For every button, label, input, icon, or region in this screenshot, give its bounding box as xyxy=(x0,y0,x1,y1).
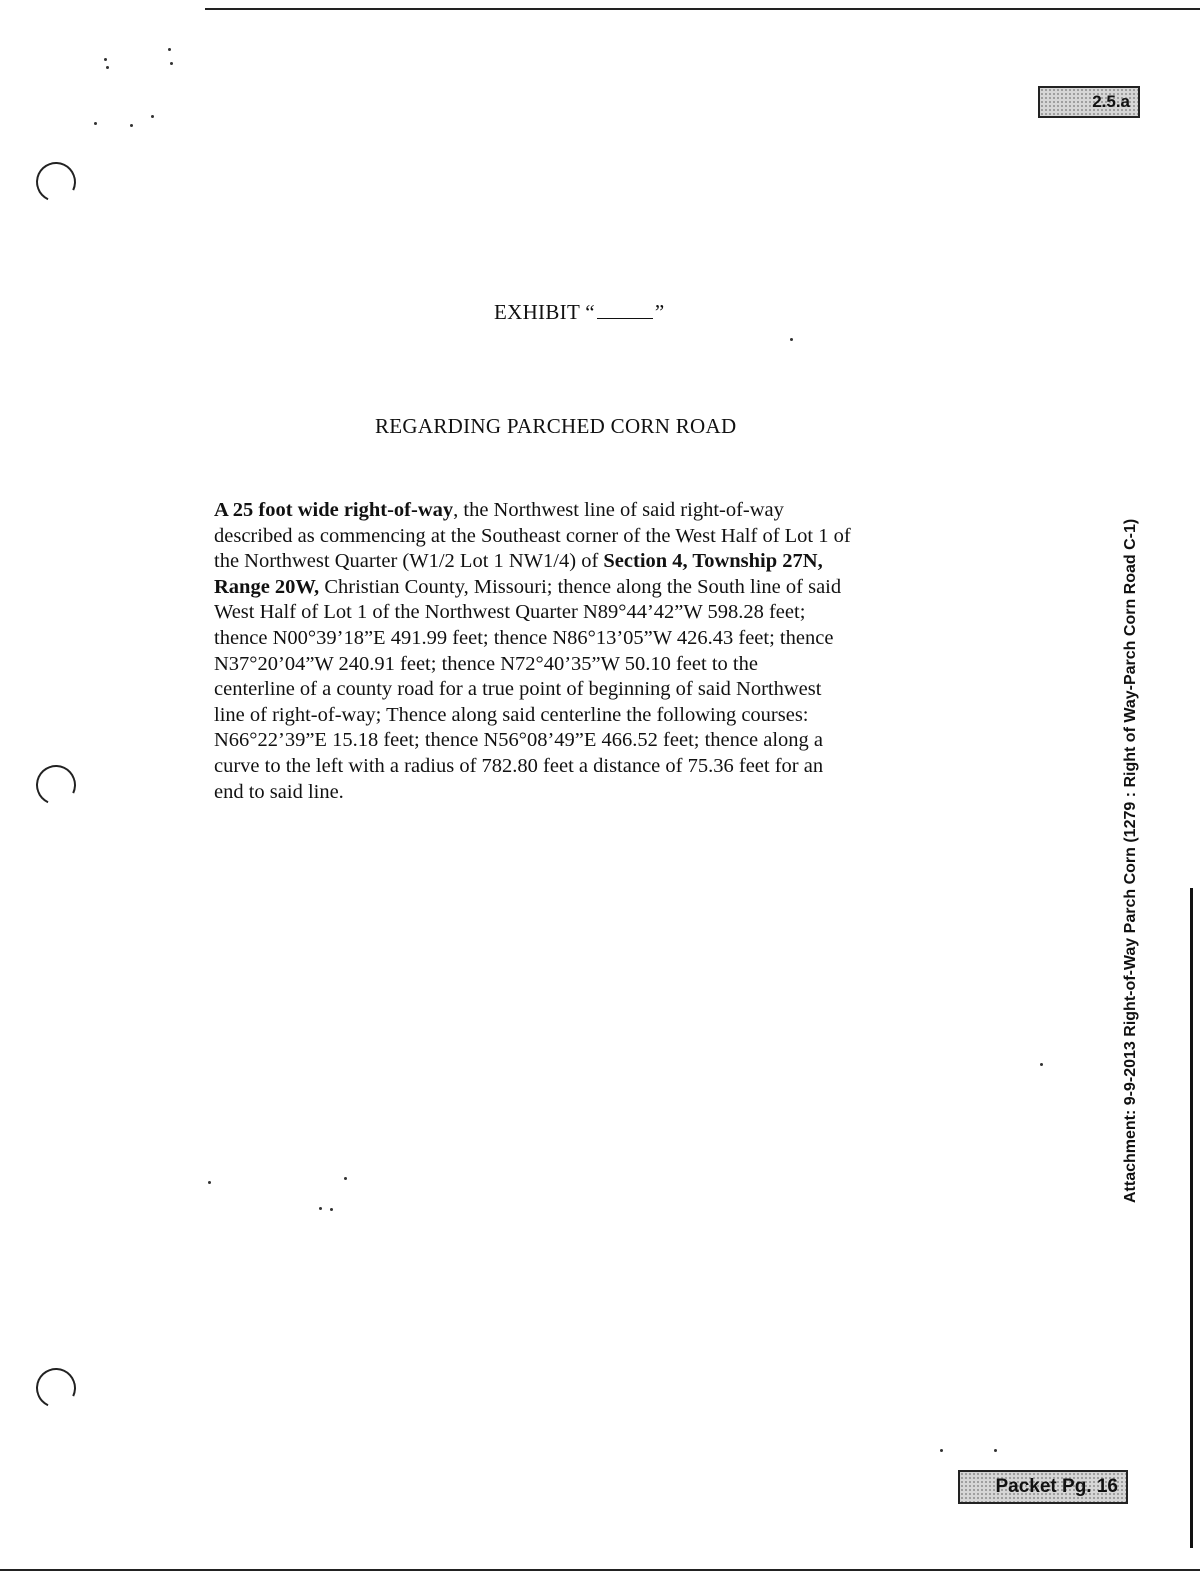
punch-hole-middle xyxy=(30,759,81,810)
text-run: West Half of Lot 1 of the Northwest Quarter N89°44’42”W 598.28 feet; xyxy=(214,601,806,624)
paragraph-line xyxy=(214,652,974,678)
scan-speck xyxy=(151,115,154,118)
top-rule xyxy=(205,8,1200,10)
scan-speck xyxy=(994,1449,997,1452)
text-run: line of right-of-way; Thence along said centerline the following courses: xyxy=(214,703,809,726)
paragraph-line xyxy=(214,498,974,524)
scan-speck xyxy=(168,48,171,51)
bold-text-run: Range 20W, xyxy=(214,575,320,598)
paragraph-line xyxy=(214,626,974,652)
scan-speck xyxy=(330,1208,333,1211)
text-run: , the Northwest line of said right-of-way xyxy=(453,499,784,521)
paragraph-line xyxy=(214,754,974,780)
bottom-rule xyxy=(0,1569,1200,1571)
exhibit-close-quote: ” xyxy=(654,300,665,324)
text-run: N66°22’39”E 15.18 feet; thence N56°08’49”E 466.52 feet; thence along a xyxy=(214,729,823,752)
document-title: REGARDING PARCHED CORN ROAD xyxy=(375,414,737,438)
paragraph-line xyxy=(214,575,974,601)
scan-speck xyxy=(208,1181,211,1184)
paragraph-line xyxy=(214,780,974,806)
packet-page-tag: Packet Pg. 16 xyxy=(958,1470,1128,1504)
text-run: thence N00°39’18”E 491.99 feet; thence N86°13’05”W 426.43 feet; thence xyxy=(214,626,834,649)
text-run: the Northwest Quarter (W1/2 Lot 1 NW1/4) of xyxy=(214,550,604,573)
text-run: centerline of a county road for a true point of beginning of said Northwest xyxy=(214,678,822,701)
scan-speck xyxy=(170,62,173,65)
scan-speck xyxy=(1040,1063,1043,1066)
paragraph-line xyxy=(214,549,974,575)
paragraph-line xyxy=(214,677,974,703)
text-run: end to said line. xyxy=(214,780,344,803)
legal-description xyxy=(214,498,974,805)
agenda-item-tag: 2.5.a xyxy=(1038,86,1140,118)
bold-text-run: Section 4, Township 27N, xyxy=(603,550,823,573)
text-run: curve to the left with a radius of 782.80 feet a distance of 75.36 feet for an xyxy=(214,754,824,777)
exhibit-heading xyxy=(494,300,665,325)
scan-speck xyxy=(940,1449,943,1452)
punch-hole-bottom xyxy=(30,1362,81,1413)
text-run: Christian County, Missouri; thence along the South line of said xyxy=(319,575,842,598)
scan-speck xyxy=(790,338,793,341)
scan-speck xyxy=(104,58,107,61)
scan-speck xyxy=(94,122,97,125)
scan-speck xyxy=(319,1207,322,1210)
scan-speck xyxy=(130,124,133,127)
punch-hole-top xyxy=(30,156,81,207)
paragraph-line xyxy=(214,600,974,626)
scan-speck xyxy=(344,1177,347,1180)
attachment-side-note: Attachment: 9-9-2013 Right-of-Way Parch Corn (1279 : Right of Way-Parch Corn Road C-1) xyxy=(1122,518,1139,1203)
page-edge-shadow xyxy=(1190,888,1193,1548)
exhibit-blank-line xyxy=(597,302,653,319)
text-run: described as commencing at the Southeast corner of the West Half of Lot 1 of xyxy=(214,524,851,547)
paragraph-line xyxy=(214,728,974,754)
exhibit-open-quote: “ xyxy=(585,300,595,324)
bold-text-run: A 25 foot wide right-of-way xyxy=(214,499,454,521)
paragraph-line xyxy=(214,524,974,550)
paragraph-line xyxy=(214,703,974,729)
scan-speck xyxy=(106,66,109,69)
exhibit-label: EXHIBIT xyxy=(494,300,580,324)
text-run: N37°20’04”W 240.91 feet; thence N72°40’35”W 50.10 feet to the xyxy=(214,652,758,675)
